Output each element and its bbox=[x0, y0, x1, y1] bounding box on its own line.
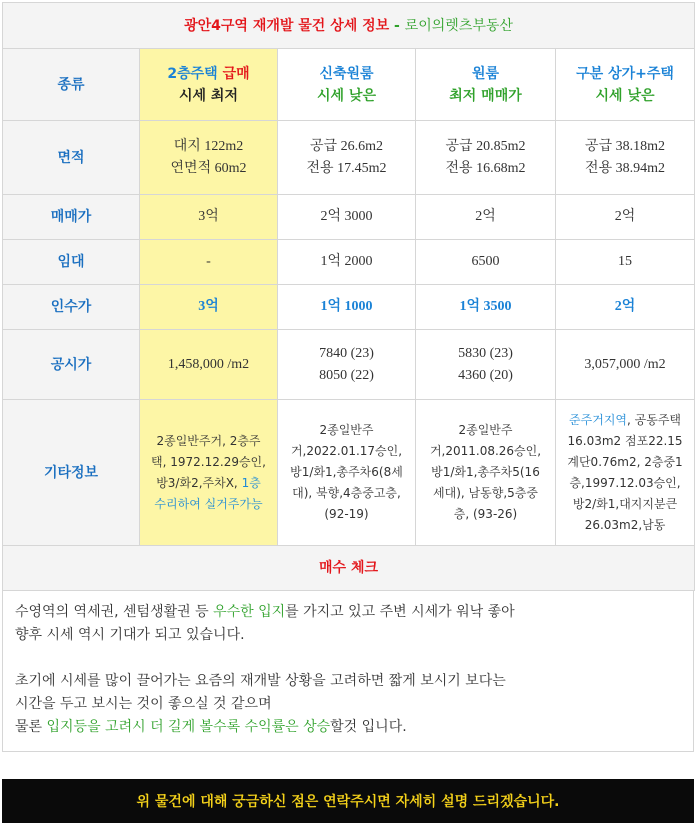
row-label-takeover: 인수가 bbox=[3, 285, 140, 330]
price-cell-3: 2억 bbox=[416, 195, 556, 240]
price-cell-4: 2억 bbox=[556, 195, 695, 240]
urgent-sale-badge: 급매 bbox=[222, 65, 250, 82]
etc-highlight-4: 준주거지역 bbox=[569, 412, 628, 427]
title-separator: - bbox=[389, 17, 405, 34]
agency-name: 로이의렛츠부동산 bbox=[404, 17, 513, 34]
official-price-cell-1: 1,458,000 /m2 bbox=[140, 330, 278, 400]
etc-cell-4: 준주거지역, 공동주택16.03m2 점포22.15 계단0.76m2, 2층중1층,1997.12.03승인,방2/화1,대지지분큰 26.03m2,남동 bbox=[556, 400, 695, 546]
etc-highlight-1: 1층 수리하여 실거주가능 bbox=[154, 475, 263, 511]
buy-check-heading: 매수 체크 bbox=[3, 546, 695, 591]
notes-line-2: 향후 시세 역시 기대가 되고 있습니다. bbox=[15, 627, 245, 643]
takeover-cell-2: 1억 1000 bbox=[278, 285, 416, 330]
row-label-etc: 기타정보 bbox=[3, 400, 140, 546]
etc-cell-3: 2종일반주거,2011.08.26승인,방1/화1,총주차5(16세대), 남동향,5층중층, (93-26) bbox=[416, 400, 556, 546]
rent-cell-3: 6500 bbox=[416, 240, 556, 285]
takeover-cell-3: 1억 3500 bbox=[416, 285, 556, 330]
rent-cell-4: 15 bbox=[556, 240, 695, 285]
contact-footer-banner: 위 물건에 대해 궁금하신 점은 연락주시면 자세히 설명 드리겠습니다. bbox=[2, 779, 694, 823]
official-price-cell-2: 7840 (23) 8050 (22) bbox=[278, 330, 416, 400]
property-detail-sheet bbox=[2, 2, 694, 752]
column-header-4: 구분 상가+주택 시세 낮은 bbox=[556, 49, 695, 121]
official-price-cell-3: 5830 (23) 4360 (20) bbox=[416, 330, 556, 400]
property-comparison-table bbox=[2, 2, 695, 591]
row-label-rent: 임대 bbox=[3, 240, 140, 285]
area-cell-4: 공급 38.18m2 전용 38.94m2 bbox=[556, 121, 695, 195]
notes-line-3: 초기에 시세를 많이 끌어가는 요즘의 재개발 상황을 고려하면 짧게 보시기 보다는 bbox=[15, 673, 506, 689]
official-price-cell-4: 3,057,000 /m2 bbox=[556, 330, 695, 400]
row-label-price: 매매가 bbox=[3, 195, 140, 240]
etc-cell-2: 2종일반주거,2022.01.17승인,방1/화1,총주차6(8세대), 북향,4층중고층,(92-19) bbox=[278, 400, 416, 546]
notes-line-1: 수영역의 역세권, 센텀생활권 등 우수한 입지를 가지고 있고 주변 시세가 워낙 좋아 bbox=[15, 604, 515, 620]
etc-cell-1: 2종일반주거, 2층주택, 1972.12.29승인, 방3/화2,주차X, 1층 수리하여 실거주가능 bbox=[140, 400, 278, 546]
notes-highlight-return: 입지등을 고려시 더 길게 볼수록 수익률은 상승 bbox=[46, 719, 331, 735]
takeover-cell-1: 3억 bbox=[140, 285, 278, 330]
price-cell-1: 3억 bbox=[140, 195, 278, 240]
column-header-2: 신축원룸 시세 낮은 bbox=[278, 49, 416, 121]
price-cell-2: 2억 3000 bbox=[278, 195, 416, 240]
rent-cell-2: 1억 2000 bbox=[278, 240, 416, 285]
table-title bbox=[3, 3, 695, 49]
area-cell-2: 공급 26.6m2 전용 17.45m2 bbox=[278, 121, 416, 195]
row-label-type: 종류 bbox=[3, 49, 140, 121]
notes-line-5: 물론 입지등을 고려시 더 길게 볼수록 수익률은 상승할것 입니다. bbox=[15, 719, 407, 735]
area-cell-1: 대지 122m2 연면적 60m2 bbox=[140, 121, 278, 195]
column-header-1: 2층주택 급매 시세 최저 bbox=[140, 49, 278, 121]
notes-highlight-location: 우수한 입지 bbox=[213, 604, 286, 620]
title-main: 광안4구역 재개발 물건 상세 정보 bbox=[184, 17, 390, 34]
row-label-official-price: 공시가 bbox=[3, 330, 140, 400]
takeover-cell-4: 2억 bbox=[556, 285, 695, 330]
rent-cell-1: - bbox=[140, 240, 278, 285]
row-label-area: 면적 bbox=[3, 121, 140, 195]
column-header-3: 원룸 최저 매매가 bbox=[416, 49, 556, 121]
notes-line-4: 시간을 두고 보시는 것이 좋으실 것 같으며 bbox=[15, 696, 272, 712]
notes-section bbox=[2, 591, 694, 752]
area-cell-3: 공급 20.85m2 전용 16.68m2 bbox=[416, 121, 556, 195]
